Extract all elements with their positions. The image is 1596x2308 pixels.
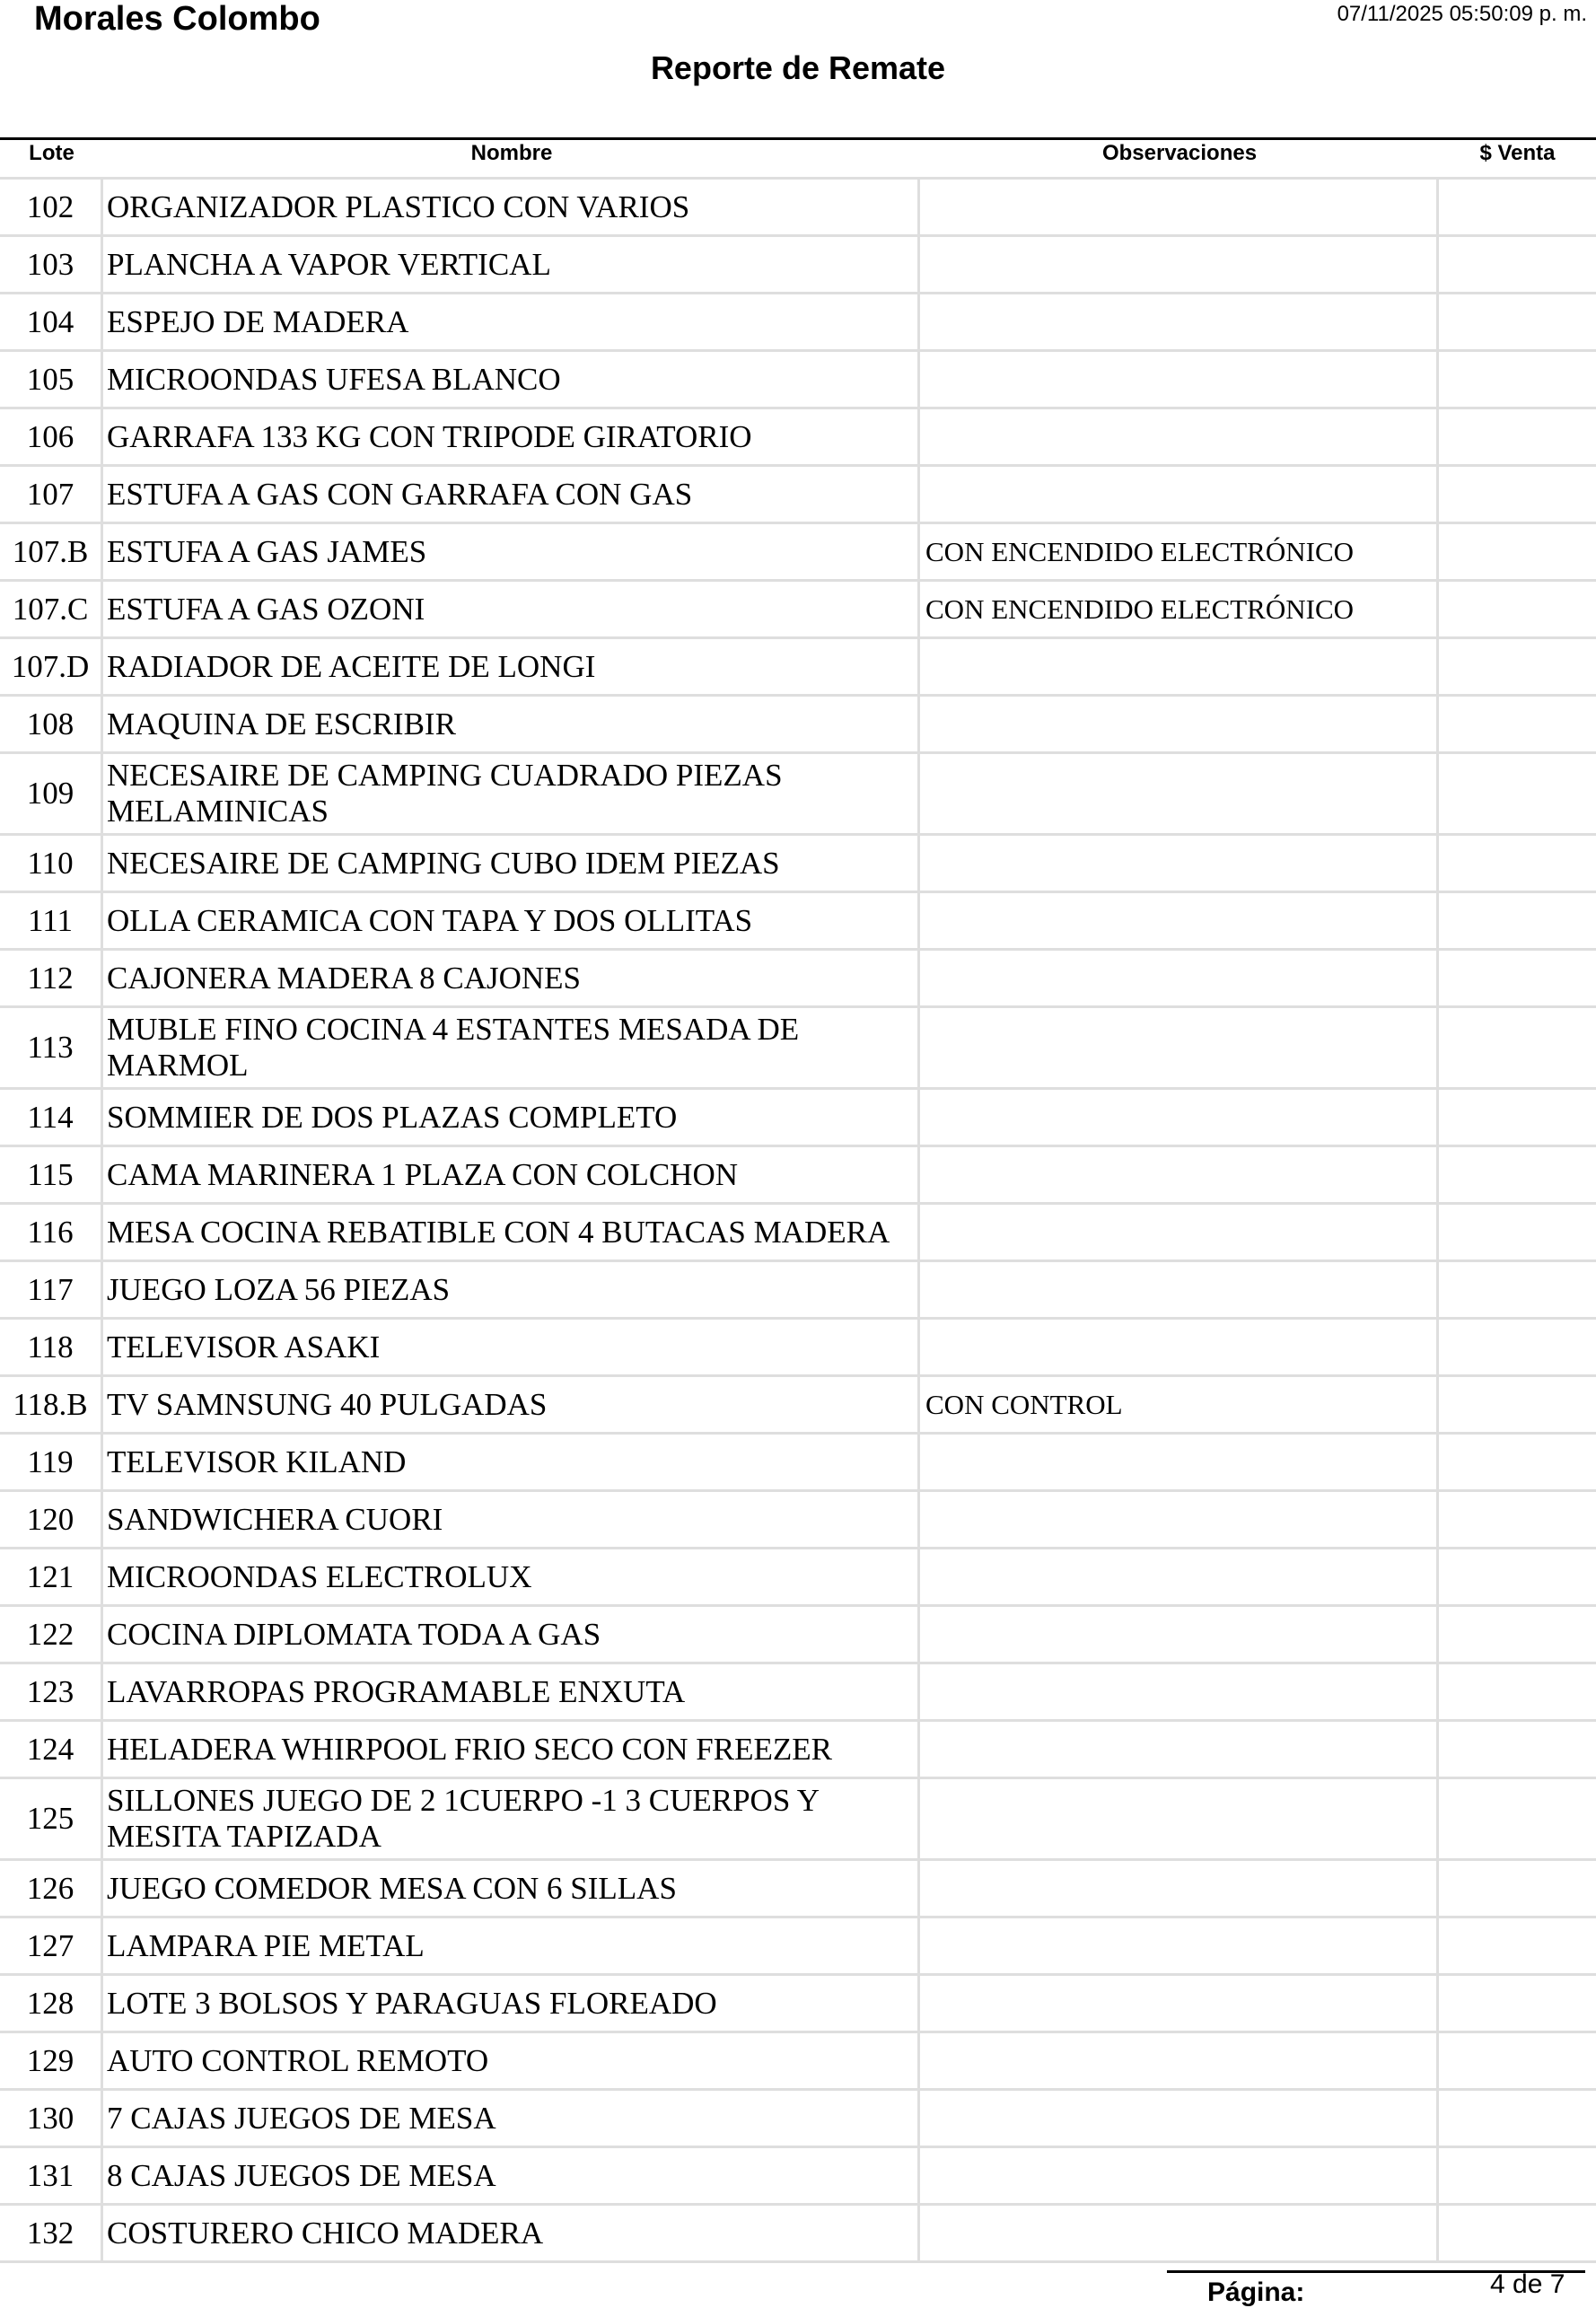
lot-name: ESTUFA A GAS OZONI [103,582,920,636]
lot-sale-price [1439,1779,1596,1858]
table-row [0,1861,1596,1918]
lot-sale-price [1439,1320,1596,1374]
lot-observations [920,893,1439,948]
lot-name: HELADERA WHIRPOOL FRIO SECO CON FREEZER [103,1722,920,1777]
lot-sale-price [1439,1147,1596,1202]
lot-name: SILLONES JUEGO DE 2 1CUERPO -1 3 CUERPOS Y MESITA TAPIZADA [103,1779,920,1858]
lot-observations [920,1008,1439,1087]
lot-sale-price [1439,2091,1596,2146]
lot-observations [920,836,1439,891]
lot-observations [920,352,1439,407]
table-row [0,582,1596,639]
lot-name: MICROONDAS UFESA BLANCO [103,352,920,407]
company-name: Morales Colombo [34,0,320,38]
lot-name: ORGANIZADOR PLASTICO CON VARIOS [103,180,920,234]
lot-name: RADIADOR DE ACEITE DE LONGI [103,639,920,694]
lot-number: 126 [0,1861,103,1916]
lot-observations [920,180,1439,234]
lot-name: TELEVISOR KILAND [103,1435,920,1489]
lot-sale-price [1439,836,1596,891]
lot-number: 103 [0,237,103,292]
lot-number: 130 [0,2091,103,2146]
table-row [0,1492,1596,1549]
lot-sale-price [1439,1861,1596,1916]
table-row [0,177,1596,237]
lot-observations [920,697,1439,751]
lot-number: 132 [0,2206,103,2260]
table-row [0,1549,1596,1607]
lot-observations [920,237,1439,292]
lot-number: 116 [0,1205,103,1259]
table-row [0,237,1596,294]
column-header-lote: Lote [29,141,75,165]
lot-sale-price [1439,2206,1596,2260]
lot-number: 110 [0,836,103,891]
lot-sale-price [1439,697,1596,751]
lot-name: NECESAIRE DE CAMPING CUBO IDEM PIEZAS [103,836,920,891]
lot-number: 124 [0,1722,103,1777]
table-row [0,1377,1596,1435]
table-row [0,467,1596,524]
lot-number: 107 [0,467,103,522]
table-row [0,754,1596,836]
lot-name: SANDWICHERA CUORI [103,1492,920,1547]
lot-number: 115 [0,1147,103,1202]
lot-observations [920,1664,1439,1719]
lot-name: COCINA DIPLOMATA TODA A GAS [103,1607,920,1662]
lot-sale-price [1439,1549,1596,1604]
lot-observations [920,409,1439,464]
table-row [0,1262,1596,1320]
lot-sale-price [1439,1492,1596,1547]
lot-name: AUTO CONTROL REMOTO [103,2033,920,2088]
lot-observations [920,2148,1439,2203]
lot-sale-price [1439,1722,1596,1777]
lot-number: 107.C [0,582,103,636]
lot-observations [920,951,1439,1005]
table-row [0,1205,1596,1262]
lot-name: JUEGO COMEDOR MESA CON 6 SILLAS [103,1861,920,1916]
lot-number: 104 [0,294,103,349]
lot-sale-price [1439,1435,1596,1489]
table-row [0,2206,1596,2263]
column-header-observaciones: Observaciones [1101,141,1258,165]
lot-sale-price [1439,2148,1596,2203]
lot-number: 114 [0,1090,103,1145]
lot-sale-price [1439,951,1596,1005]
lot-sale-price [1439,294,1596,349]
lot-observations [920,639,1439,694]
table-row [0,951,1596,1008]
lot-name: CAMA MARINERA 1 PLAZA CON COLCHON [103,1147,920,1202]
lot-name: MAQUINA DE ESCRIBIR [103,697,920,751]
lot-sale-price [1439,582,1596,636]
page-label: Página: [1207,2277,1305,2307]
lot-sale-price [1439,1664,1596,1719]
table-row [0,2033,1596,2091]
lot-name: JUEGO LOZA 56 PIEZAS [103,1262,920,1317]
lot-number: 109 [0,754,103,833]
lot-number: 118 [0,1320,103,1374]
lot-name: OLLA CERAMICA CON TAPA Y DOS OLLITAS [103,893,920,948]
table-row [0,2091,1596,2148]
lot-sale-price [1439,524,1596,579]
lot-name: TELEVISOR ASAKI [103,1320,920,1374]
table-row [0,1664,1596,1722]
lot-table [0,177,1596,2263]
lot-observations [920,2033,1439,2088]
lot-number: 123 [0,1664,103,1719]
lot-name: PLANCHA A VAPOR VERTICAL [103,237,920,292]
lot-number: 105 [0,352,103,407]
lot-observations [920,1205,1439,1259]
lot-number: 127 [0,1918,103,1973]
table-row [0,409,1596,467]
lot-sale-price [1439,467,1596,522]
lot-observations [920,1262,1439,1317]
table-row [0,1918,1596,1976]
table-row [0,352,1596,409]
lot-sale-price [1439,1377,1596,1432]
lot-number: 120 [0,1492,103,1547]
lot-observations [920,1549,1439,1604]
lot-sale-price [1439,1262,1596,1317]
lot-observations [920,1607,1439,1662]
lot-name: ESTUFA A GAS CON GARRAFA CON GAS [103,467,920,522]
lot-number: 111 [0,893,103,948]
table-row [0,836,1596,893]
lot-observations [920,1090,1439,1145]
lot-number: 129 [0,2033,103,2088]
lot-number: 107.B [0,524,103,579]
lot-observations [920,1861,1439,1916]
table-row [0,893,1596,951]
lot-sale-price [1439,352,1596,407]
table-row [0,1147,1596,1205]
lot-name: COSTURERO CHICO MADERA [103,2206,920,2260]
lot-number: 106 [0,409,103,464]
lot-name: LOTE 3 BOLSOS Y PARAGUAS FLOREADO [103,1976,920,2031]
lot-number: 113 [0,1008,103,1087]
table-row [0,1090,1596,1147]
lot-sale-price [1439,409,1596,464]
lot-name: TV SAMNSUNG 40 PULGADAS [103,1377,920,1432]
page-number: 4 de 7 [1490,2269,1565,2299]
lot-observations [920,1435,1439,1489]
lot-name: ESTUFA A GAS JAMES [103,524,920,579]
lot-sale-price [1439,180,1596,234]
lot-observations [920,1779,1439,1858]
lot-sale-price [1439,1976,1596,2031]
lot-number: 119 [0,1435,103,1489]
lot-observations [920,1976,1439,2031]
lot-number: 121 [0,1549,103,1604]
lot-number: 107.D [0,639,103,694]
lot-sale-price [1439,1090,1596,1145]
table-row [0,639,1596,697]
table-row [0,2148,1596,2206]
table-row [0,1976,1596,2033]
lot-sale-price [1439,2033,1596,2088]
table-row [0,1722,1596,1779]
lot-observations [920,2091,1439,2146]
lot-observations: CON ENCENDIDO ELECTRÓNICO [920,582,1439,636]
table-row [0,1607,1596,1664]
lot-observations [920,1722,1439,1777]
lot-name: GARRAFA 133 KG CON TRIPODE GIRATORIO [103,409,920,464]
lot-sale-price [1439,893,1596,948]
lot-name: LAMPARA PIE METAL [103,1918,920,1973]
table-row [0,1435,1596,1492]
lot-number: 118.B [0,1377,103,1432]
lot-number: 102 [0,180,103,234]
table-row [0,524,1596,582]
report-title: Reporte de Remate [650,49,946,86]
lot-number: 131 [0,2148,103,2203]
column-header-nombre: Nombre [470,141,553,165]
lot-sale-price [1439,754,1596,833]
lot-observations: CON CONTROL [920,1377,1439,1432]
lot-number: 108 [0,697,103,751]
lot-number: 122 [0,1607,103,1662]
lot-number: 128 [0,1976,103,2031]
lot-name: MICROONDAS ELECTROLUX [103,1549,920,1604]
lot-name: 8 CAJAS JUEGOS DE MESA [103,2148,920,2203]
lot-observations [920,467,1439,522]
lot-observations [920,1492,1439,1547]
lot-observations [920,294,1439,349]
lot-name: SOMMIER DE DOS PLAZAS COMPLETO [103,1090,920,1145]
header-rule [0,137,1596,140]
lot-observations [920,1147,1439,1202]
lot-name: NECESAIRE DE CAMPING CUADRADO PIEZAS MELAMINICAS [103,754,920,833]
lot-sale-price [1439,639,1596,694]
lot-observations: CON ENCENDIDO ELECTRÓNICO [920,524,1439,579]
column-header-venta: $ Venta [1479,141,1556,165]
lot-name: ESPEJO DE MADERA [103,294,920,349]
table-row [0,697,1596,754]
lot-sale-price [1439,1205,1596,1259]
lot-observations [920,2206,1439,2260]
table-row [0,1320,1596,1377]
lot-name: MESA COCINA REBATIBLE CON 4 BUTACAS MADERA [103,1205,920,1259]
lot-name: CAJONERA MADERA 8 CAJONES [103,951,920,1005]
lot-sale-price [1439,1607,1596,1662]
table-row [0,1008,1596,1090]
lot-name: 7 CAJAS JUEGOS DE MESA [103,2091,920,2146]
lot-number: 125 [0,1779,103,1858]
lot-number: 112 [0,951,103,1005]
lot-observations [920,1320,1439,1374]
lot-observations [920,754,1439,833]
table-row [0,1779,1596,1861]
lot-sale-price [1439,1918,1596,1973]
lot-name: MUBLE FINO COCINA 4 ESTANTES MESADA DE MARMOL [103,1008,920,1087]
lot-number: 117 [0,1262,103,1317]
lot-sale-price [1439,237,1596,292]
report-datetime: 07/11/2025 05:50:09 p. m. [1337,2,1587,26]
lot-observations [920,1918,1439,1973]
table-row [0,294,1596,352]
lot-sale-price [1439,1008,1596,1087]
lot-name: LAVARROPAS PROGRAMABLE ENXUTA [103,1664,920,1719]
